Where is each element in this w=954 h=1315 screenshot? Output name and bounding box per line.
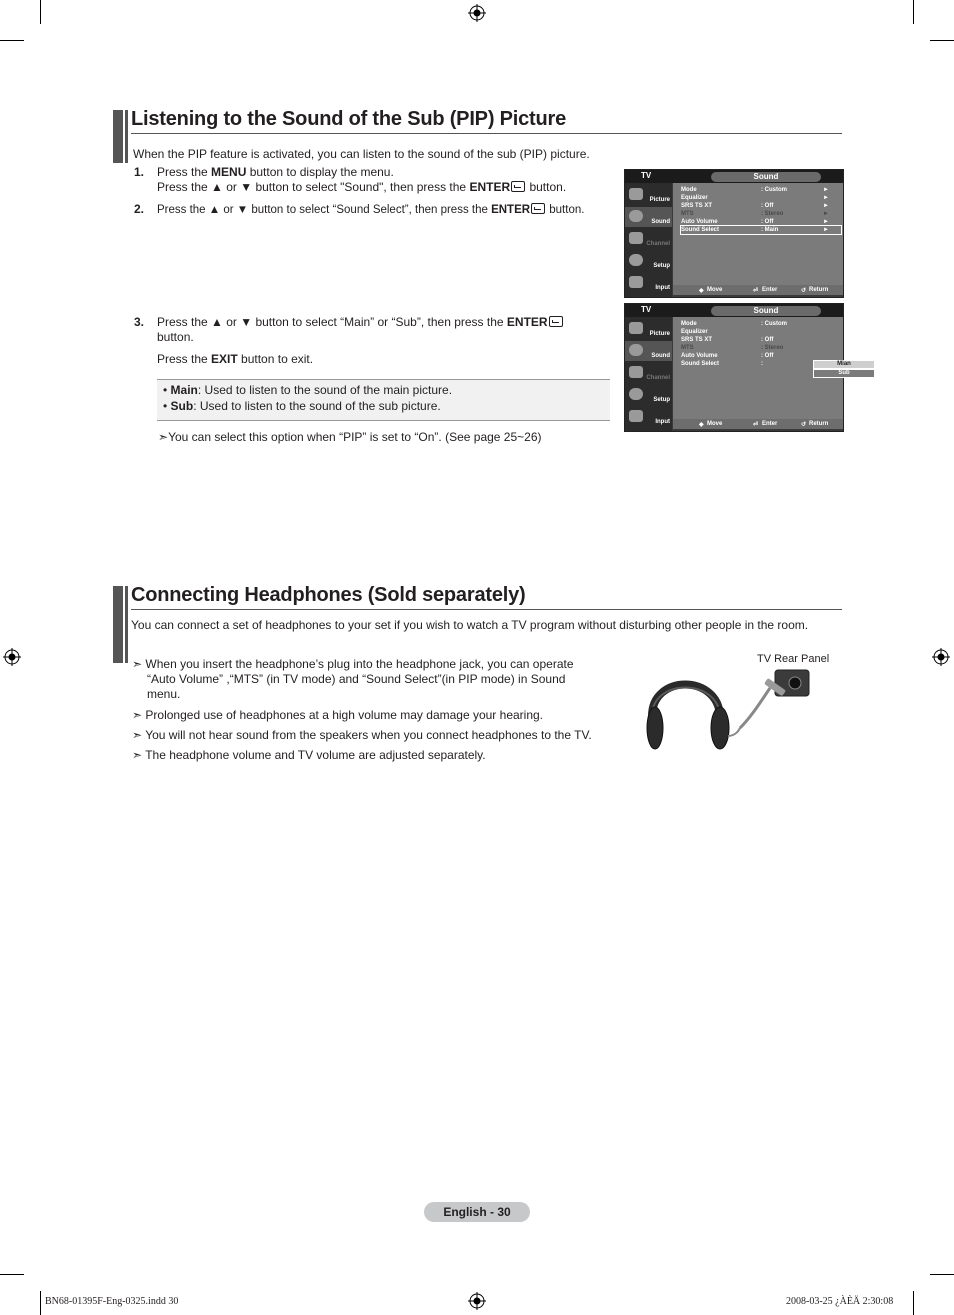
osd-menu-picture: Picture (625, 319, 672, 339)
step-3-line-2: button. (157, 330, 194, 344)
osd-sidebar (625, 183, 672, 297)
headphone-note-1-cont: “Auto Volume” ,“MTS” (in TV mode) and “Sound Select”(in PIP mode) in Sound (147, 672, 566, 686)
picture-icon (629, 188, 643, 200)
step-2-line: Press the ▲ or ▼ button to select “Sound Select”, then press the ENTER button. (157, 204, 585, 216)
note-arrow-icon: ➣ (158, 430, 169, 444)
return-icon: ↺ (801, 422, 807, 428)
osd-row: Sound Select : (681, 361, 763, 367)
osd-menu-setup: Setup (625, 251, 672, 271)
picture-icon (629, 322, 643, 334)
osd-menu-channel: Channel (625, 229, 672, 249)
note-arrow-icon: ➣ (132, 748, 143, 762)
crop-mark (0, 40, 24, 41)
enter-icon: ⏎ (753, 288, 759, 294)
osd-row: SRS TS XT : Off (681, 337, 774, 343)
crop-mark (930, 40, 954, 41)
osd-menu-sound: Sound (625, 207, 672, 227)
osd-row: Equalizer (681, 329, 708, 335)
osd-menu-sound: Sound (625, 341, 672, 361)
osd-option-main: Mian (813, 360, 875, 369)
input-icon (629, 276, 643, 288)
section-rule (131, 133, 842, 134)
pip-note: ➣You can select this option when “PIP” is set to “On”. (See page 25~26) (158, 430, 542, 444)
registration-mark-icon (468, 4, 486, 22)
enter-icon: ⏎ (753, 422, 759, 428)
enter-icon (549, 316, 563, 327)
sound-icon (629, 344, 643, 356)
crop-mark (40, 1291, 41, 1315)
registration-mark-icon (932, 648, 950, 666)
step-3-line-1: Press the ▲ or ▼ button to select “Main” or “Sub”, then press the ENTER (157, 315, 564, 330)
osd-tab-title: Sound (753, 306, 779, 315)
osd-menu-input: Input (625, 273, 672, 293)
headphone-note-2: ➣ Prolonged use of headphones at a high volume may damage your hearing. (132, 708, 544, 722)
osd-row: SRS TS XT : Off ► (681, 203, 829, 209)
osd-menu-picture: Picture (625, 185, 672, 205)
exit-instruction: Press the EXIT button to exit. (157, 352, 314, 366)
move-icon: ◆ (699, 422, 704, 428)
gear-icon (629, 254, 643, 266)
osd-menu-input: Input (625, 407, 672, 427)
osd-row: Auto Volume : Off (681, 353, 774, 359)
osd-row: Auto Volume : Off ► (681, 219, 829, 225)
section-bar (125, 586, 128, 663)
registration-mark-icon (468, 1292, 486, 1310)
headphone-note-4: ➣ The headphone volume and TV volume are adjusted separately. (132, 748, 486, 762)
crop-mark (40, 0, 41, 24)
osd-sidebar (625, 317, 672, 431)
tv-osd-screen-2 (624, 303, 851, 432)
gear-icon (629, 388, 643, 400)
osd-row-selected: Sound Select : Main ► (681, 226, 841, 234)
osd-footer: ◆ Move ⏎ Enter ↺ Return (673, 419, 843, 429)
osd-tab-title: Sound (753, 172, 779, 181)
osd-row: MTS : Stereo ► (681, 211, 829, 217)
headphone-note-1: ➣ When you insert the headphone’s plug into the headphone jack, you can operate (132, 657, 574, 671)
osd-main-panel (673, 183, 843, 285)
osd-row: MTS : Stereo (681, 345, 784, 351)
date-slug: 2008-03-25 ¿ÀÈÄ 2:30:08 (786, 1296, 894, 1307)
note-arrow-icon: ➣ (132, 728, 143, 742)
enter-icon (511, 181, 525, 192)
step-number: 3. (134, 315, 145, 329)
section-bar (125, 110, 128, 163)
section-bar (113, 110, 123, 163)
channel-icon (629, 366, 643, 378)
file-slug: BN68-01395F-Eng-0325.indd 30 (45, 1296, 179, 1307)
section-bar (113, 586, 123, 663)
note-arrow-icon: ➣ (132, 708, 143, 722)
enter-icon (531, 203, 545, 214)
step-1-line-2: Press the ▲ or ▼ button to select "Sound", then press the ENTER button. (157, 180, 567, 194)
move-icon: ◆ (699, 288, 704, 294)
section-intro: When the PIP feature is activated, you can listen to the sound of the sub (PIP) picture. (133, 147, 590, 161)
return-icon: ↺ (801, 288, 807, 294)
crop-mark (913, 0, 914, 24)
osd-footer: ◆ Move ⏎ Enter ↺ Return (673, 285, 843, 295)
crop-mark (0, 1274, 24, 1275)
section-title-pip-sound: Listening to the Sound of the Sub (PIP) Picture (131, 108, 567, 130)
osd-menu-channel: Channel (625, 363, 672, 383)
osd-source: TV (641, 171, 652, 180)
page-number: English - 30 (424, 1202, 530, 1222)
tv-rear-panel-label: TV Rear Panel (757, 653, 830, 665)
section-title-headphones: Connecting Headphones (Sold separately) (131, 584, 526, 606)
channel-icon (629, 232, 643, 244)
sound-icon (629, 210, 643, 222)
bullet-sub: • Sub: Used to listen to the sound of the sub picture. (163, 399, 441, 413)
osd-option-sub: Sub (813, 369, 875, 378)
osd-row: Equalizer ► (681, 195, 829, 201)
section-intro: You can connect a set of headphones to your set if you wish to watch a TV program without disturbing other people in the room. (131, 618, 809, 632)
step-number: 2. (134, 202, 145, 216)
osd-row: Mode : Custom (681, 321, 787, 327)
osd-row: Mode : Custom ► (681, 187, 829, 193)
note-arrow-icon: ➣ (132, 657, 143, 671)
headphone-note-3: ➣ You will not hear sound from the speakers when you connect headphones to the TV. (132, 728, 592, 742)
osd-source: TV (641, 305, 652, 314)
headphone-note-1-cont: menu. (147, 687, 181, 701)
step-1-line-1: Press the MENU button to display the menu. (157, 165, 394, 179)
bullet-main: • Main: Used to listen to the sound of the main picture. (163, 383, 453, 397)
registration-mark-icon (3, 648, 21, 666)
osd-main-panel (673, 317, 851, 419)
headphones-icon (640, 666, 815, 756)
osd-menu-setup: Setup (625, 385, 672, 405)
section-rule (131, 609, 842, 610)
tv-osd-screen-1 (624, 169, 844, 298)
crop-mark (930, 1274, 954, 1275)
input-icon (629, 410, 643, 422)
step-number: 1. (134, 165, 145, 179)
crop-mark (913, 1291, 914, 1315)
